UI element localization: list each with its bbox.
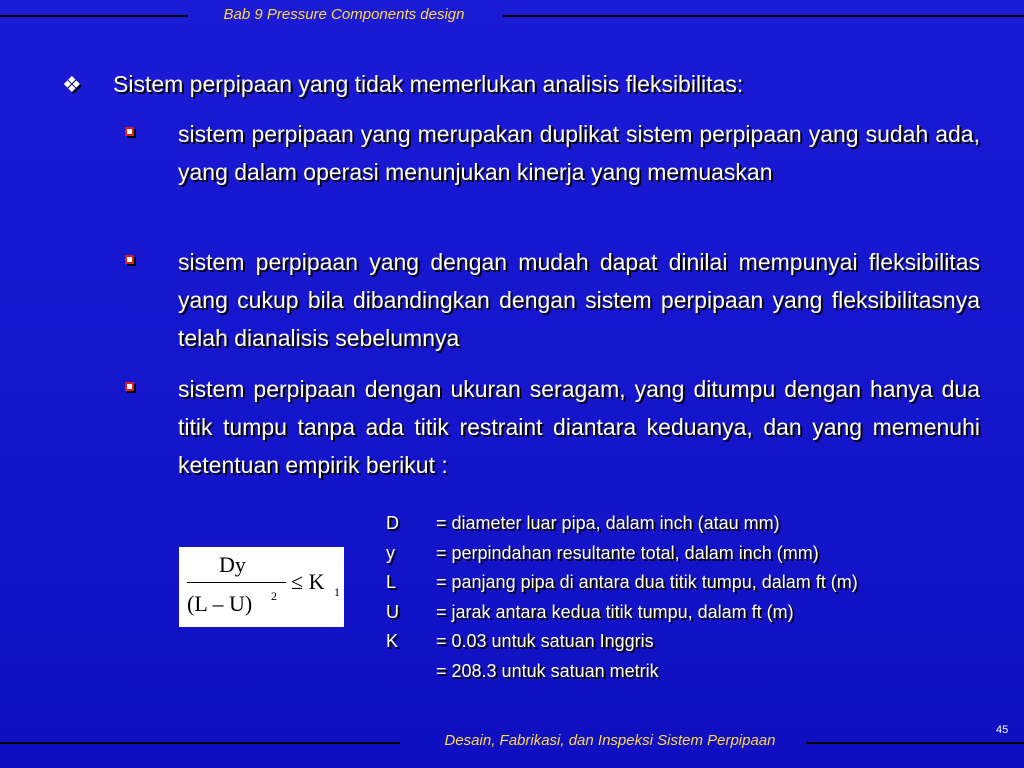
formula-image (179, 547, 344, 627)
definition-symbol: y (386, 542, 395, 563)
slide-header-title: Bab 9 Pressure Components design (223, 6, 465, 23)
formula-fraction-bar (187, 582, 286, 583)
definition-symbol: L (386, 572, 397, 592)
definition-text: = jarak antara kedua titik tumpu, dalam ft (m) (436, 601, 794, 622)
checkbox-bullet-icon (125, 127, 134, 136)
definition-text: = perpindahan resultante total, dalam inch (mm) (436, 542, 819, 563)
definition-text: = 208.3 untuk satuan metrik (436, 660, 659, 681)
header-rule-left (0, 15, 188, 17)
four-diamond-icon: ❖ (62, 72, 82, 97)
list-item-text: sistem perpipaan yang dengan mudah dapat dinilai mempunyai fleksibilitas yang cukup bila dibandingkan dengan sistem perpipaan yang fleksibilitasnya telah dianalisis sebelumnya (178, 249, 980, 351)
footer-rule-right (806, 742, 1024, 744)
formula-numerator: Dy (219, 552, 246, 577)
definition-text: = panjang pipa di antara dua titik tumpu, dalam ft (m) (436, 572, 858, 592)
list-item-text: sistem perpipaan dengan ukuran seragam, yang ditumpu dengan hanya dua titik tumpu tanpa ada titik restraint diantara keduanya, dan yang memenuhi ketentuan empirik berikut : (178, 376, 980, 478)
footer-rule-left (0, 742, 400, 744)
formula-exponent: 2 (271, 589, 277, 603)
formula-denominator: (L – U) (187, 591, 253, 616)
definition-text: = diameter luar pipa, dalam inch (atau mm) (436, 513, 780, 533)
definition-symbol: D (386, 513, 399, 533)
formula-relation: ≤ K (291, 569, 325, 594)
definition-symbol: U (386, 601, 399, 622)
slide-footer-title: Desain, Fabrikasi, dan Inspeksi Sistem Perpipaan (444, 732, 776, 749)
checkbox-bullet-icon (125, 382, 134, 391)
page-number: 45 (996, 724, 1009, 736)
header-rule-right (503, 15, 1024, 17)
checkbox-bullet-icon (125, 255, 134, 264)
main-heading: Sistem perpipaan yang tidak memerlukan analisis fleksibilitas: (113, 71, 744, 97)
definition-text: = 0.03 untuk satuan Inggris (436, 631, 654, 651)
formula-subscript: 1 (334, 585, 340, 599)
definition-symbol: K (386, 631, 399, 651)
list-item-text: sistem perpipaan yang merupakan duplikat sistem perpipaan yang sudah ada, yang dalam operasi menunjukan kinerja yang memuaskan (178, 121, 980, 185)
